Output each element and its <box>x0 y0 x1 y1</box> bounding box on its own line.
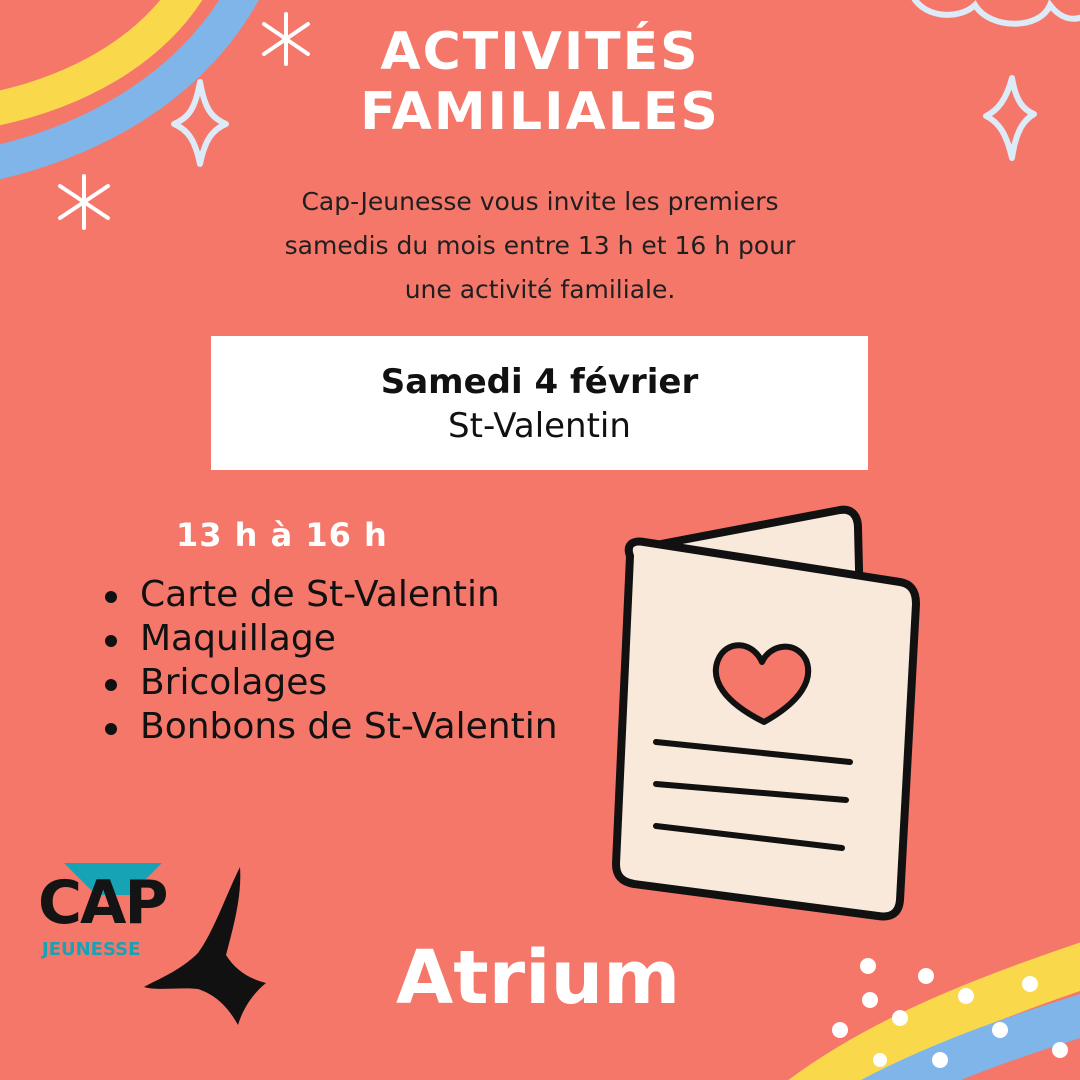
intro-line-3: une activité familiale. <box>404 275 676 304</box>
event-theme: St-Valentin <box>448 406 631 446</box>
list-item: Bonbons de St-Valentin <box>102 705 582 749</box>
list-item: Maquillage <box>102 617 582 661</box>
logo-jeunesse-text: JEUNESSE <box>42 939 141 960</box>
intro-line-2: samedis du mois entre 13 h et 16 h pour <box>284 231 796 260</box>
list-item: Bricolages <box>102 661 582 705</box>
event-location: Atrium <box>396 935 681 1021</box>
logo-cap-text: CAP <box>38 868 167 938</box>
event-hours: 13 h à 16 h <box>176 516 388 554</box>
title-line-2: FAMILIALES <box>360 82 720 142</box>
cap-jeunesse-logo <box>30 855 280 1030</box>
title-line-1: ACTIVITÉS <box>380 22 700 82</box>
intro-line-1: Cap-Jeunesse vous invite les premiers <box>301 187 779 216</box>
event-date: Samedi 4 février <box>380 362 699 402</box>
list-item: Carte de St-Valentin <box>102 573 582 617</box>
